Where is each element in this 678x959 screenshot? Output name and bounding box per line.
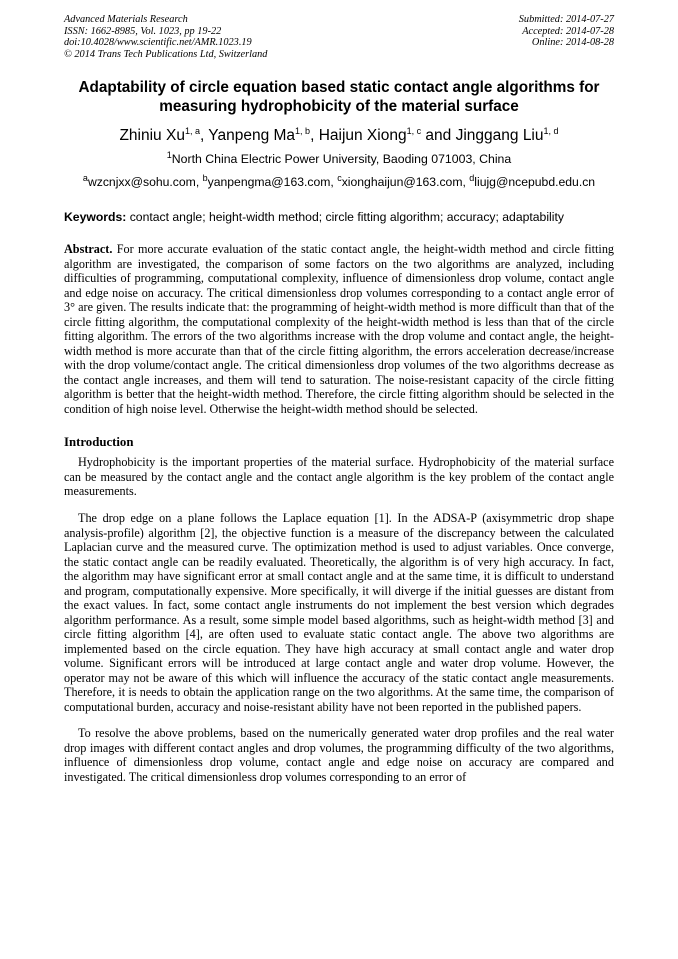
- intro-paragraph: To resolve the above problems, based on the numerically generated water drop profiles and the real water drop images with different contact angles and drop volumes, the programming difficulty of the two algorithms, influence of dimensionless drop volume, contact angle and edge noise on accuracy are compared and investigated. The critical dimensionless drop volumes corresponding to an error of: [64, 726, 614, 784]
- affiliation: [64, 152, 614, 167]
- keywords-label: Keywords:: [64, 210, 127, 225]
- affiliation-sup: 1: [166, 150, 172, 161]
- journal-header: [64, 14, 614, 60]
- accepted-date: Accepted: 2014-07-28: [522, 25, 614, 37]
- author-sup: 1, d: [543, 126, 559, 137]
- intro-paragraph: Hydrophobicity is the important properties of the material surface. Hydrophobicity of the material surface can be measured by the contact angle and the contact angle algorithm is the key problem of the contact angle measurements.: [64, 455, 614, 499]
- email-sup: a: [82, 173, 88, 184]
- email-sup: b: [202, 173, 208, 184]
- affiliation-text: North China Electric Power University, Baoding 071003, China: [171, 152, 512, 167]
- abstract: [64, 242, 614, 416]
- author-sup: 1, b: [295, 126, 311, 137]
- doi-line: doi:10.4028/www.scientific.net/AMR.1023.19: [64, 37, 252, 49]
- author-name: Yanpeng Ma: [208, 127, 296, 145]
- journal-name: Advanced Materials Research: [64, 14, 188, 25]
- email-address[interactable]: yanpengma@163.com: [207, 175, 331, 190]
- email-sup: d: [469, 173, 475, 184]
- author-sup: 1, c: [406, 126, 422, 137]
- keywords-text: contact angle; height-width method; circle fitting algorithm; accuracy; adaptability: [129, 210, 564, 225]
- dates-info: [519, 14, 614, 60]
- copyright-line: © 2014 Trans Tech Publications Ltd, Switzerland: [64, 48, 268, 60]
- author-sep: ,: [199, 127, 209, 145]
- submitted-date: Submitted: 2014-07-27: [518, 14, 614, 25]
- section-heading-introduction: Introduction: [64, 435, 134, 450]
- keywords: [64, 210, 614, 225]
- journal-info: [64, 14, 267, 60]
- email-sup: c: [337, 173, 342, 184]
- email-address[interactable]: xionghaijun@163.com: [341, 175, 463, 190]
- author-name: Jinggang Liu: [455, 127, 544, 145]
- paper-title: Adaptability of circle equation based static contact angle algorithms for measuring hydrophobicity of the material surface: [78, 79, 600, 116]
- author-sep: ,: [310, 127, 319, 145]
- intro-paragraph: The drop edge on a plane follows the Laplace equation [1]. In the ADSA-P (axisymmetric drop shape analysis-profile) algorithm [2], the objective function is a measure of the discrepancy between the calculated Laplacian curve and the measured curve. The optimization method is used to adjust variables. Once converge, the static contact angle can be readily evaluated. Theoretically, the algorithm is of very high accuracy. In fact, the algorithm may have significant error at small contact angle and at the same time, it is difficult to understand and program, computationally expensive. More specifically, it will diverge if the initial guesses are distant from the exact values. In fact, some contact angle instruments do not implement the best version which degrades algorithm performance. As a result, some simple model based algorithms, such as height-width method [3] and circle fitting algorithm [4], are often used to evaluate static contact angle. The above two algorithms are implemented based on the circle equation. They have high accuracy at small contact angle and water drop volume. Significant errors will be introduced at large contact angle and water drop volume. However, the operator may not be aware of this which will influence the accuracy of the static contact angle measurements. Therefore, it is needs to obtain the application range on the two algorithms. At the same time, the comparison of computational burden, accuracy and noise-resistant ability have not been reported in the published papers.: [64, 511, 614, 714]
- author-name: Zhiniu Xu: [119, 127, 185, 145]
- author-name: Haijun Xiong: [318, 127, 407, 145]
- email-list: [64, 175, 614, 190]
- online-date: Online: 2014-08-28: [531, 37, 614, 49]
- email-sep: ,: [462, 175, 470, 190]
- email-address[interactable]: wzcnjxx@sohu.com: [87, 175, 196, 190]
- abstract-text: For more accurate evaluation of the static contact angle, the height-width method and circle fitting algorithm are investigated, the comparison of some factors on the two algorithms are analyzed, including difficulties of programming, computational complexity, influence of dimensionless drop volume, contact angle and edge noise on accuracy. The critical dimensionless drop volumes corresponding to a contact angle error of 3° are given. The results indicate that: the programming of height-width method is more difficult than that of the circle fitting algorithm, the computational complexity of the height-width method is less than that of the circle fitting algorithm. The errors of the two algorithms increase with the drop volume and contact angle, the height-width method is more accurate than that of the circle fitting algorithm, the errors acceleration decrease/increase with the drop volume/contact angle. The critical dimensionless drop volumes of the two algorithms decrease as the contact angle increases, and them will tend to saturation. The noise-resistant capacity of the circle fitting algorithm is better that the height-width method. Therefore, the circle fitting algorithm should be selected in the condition of high noise level. Otherwise the height-width method should be selected.: [64, 242, 615, 416]
- author-sep: and: [421, 127, 456, 145]
- email-sep: ,: [195, 175, 203, 190]
- paper-page: [64, 14, 614, 796]
- issn-line: ISSN: 1662-8985, Vol. 1023, pp 19-22: [64, 25, 222, 37]
- email-address[interactable]: liujg@ncepubd.edu.cn: [474, 175, 596, 190]
- author-sup: 1, a: [184, 126, 200, 137]
- email-sep: ,: [330, 175, 338, 190]
- author-list: [64, 126, 614, 146]
- abstract-label: Abstract.: [64, 242, 113, 257]
